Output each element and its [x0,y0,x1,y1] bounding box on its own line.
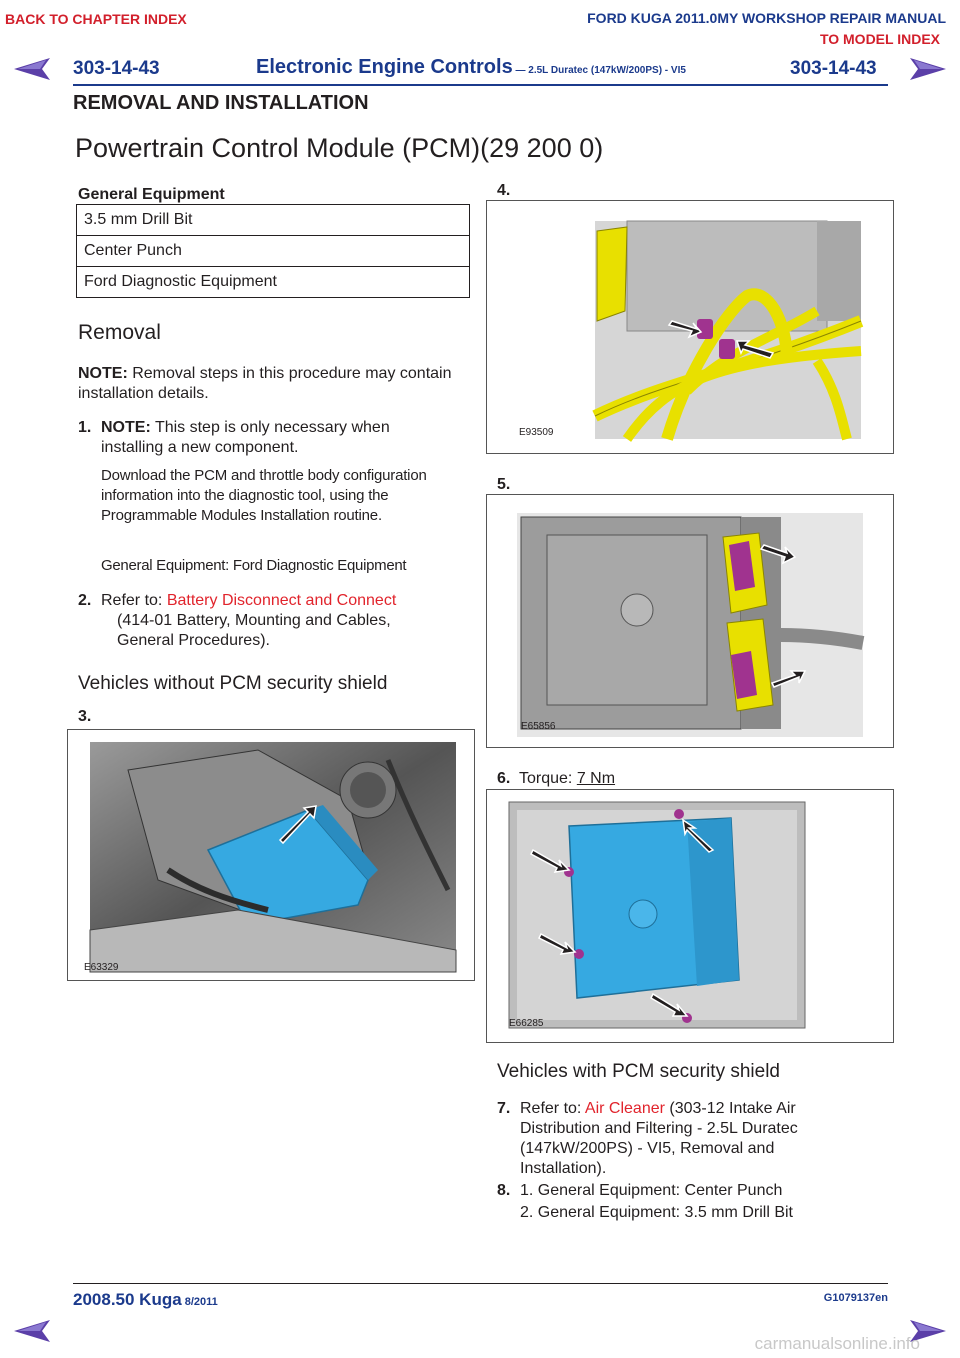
footer-model-name: 2008.50 Kuga [73,1290,182,1309]
engine-bay-illustration [68,730,474,980]
step2-suffix: (414-01 Battery, Mounting and Cables, General Procedures). [117,612,391,649]
equipment-item: Center Punch [77,236,470,267]
header-rule [73,84,888,86]
subheading-with-shield: Vehicles with PCM security shield [497,1061,780,1082]
step1-text: Download the PCM and throttle body configuration information into the diagnostic tool, using the Programmable Modules Installation routine. [101,467,427,524]
back-to-chapter-index-link[interactable]: BACK TO CHAPTER INDEX [5,11,187,27]
footer-rule [73,1283,888,1284]
step-number: 2. [78,592,92,609]
equipment-item: Ford Diagnostic Equipment [77,267,470,298]
figure-e66285 [486,789,894,1043]
page-title: Powertrain Control Module (PCM)(29 200 0) [75,133,604,163]
to-model-index-link[interactable]: TO MODEL INDEX [819,31,940,47]
section-heading: REMOVAL AND INSTALLATION [73,92,369,114]
step1-note [101,418,451,458]
step-number: 4. [497,182,511,199]
figure-code: E66285 [509,1018,544,1029]
subheading-without-shield: Vehicles without PCM security shield [78,673,388,694]
section-title-text: Electronic Engine Controls [256,56,513,78]
step-number: 8. [497,1182,511,1199]
figure-e65856 [486,494,894,748]
next-page-arrow-icon[interactable] [908,56,948,82]
removal-heading: Removal [78,321,161,344]
previous-page-arrow-icon[interactable] [12,56,52,82]
watermark: carmanualsonline.info [754,1334,920,1353]
refer-to-label: Refer to: [101,592,167,609]
figure-e93509 [486,200,894,454]
table-row [77,267,470,298]
section-title [256,56,686,79]
step2-text [101,591,461,611]
note-label: NOTE: [78,365,128,382]
torque-label: Torque: [519,770,577,787]
previous-page-arrow-icon[interactable] [12,1318,52,1344]
battery-disconnect-link[interactable]: Battery Disconnect and Connect [166,592,397,609]
pcm-bolts-illustration [487,790,893,1042]
pcm-connectors-illustration [487,495,893,747]
footer-model [73,1290,218,1310]
wiring-harness-illustration [487,201,893,453]
equipment-item: 3.5 mm Drill Bit [77,205,470,236]
note-text: Removal steps in this procedure may contain installation details. [78,365,452,402]
step-number: 3. [78,708,92,725]
step-number: 7. [497,1100,511,1117]
refer-to-label: Refer to: [520,1100,585,1117]
step7-suffix: (303-12 Intake Air Distribution and Filtering - 2.5L Duratec (147kW/200PS) - VI5, Removal and Installation). [520,1100,798,1177]
page-number-left: 303-14-43 [73,58,160,79]
torque-value: 7 Nm [576,770,616,787]
note-text: This step is only necessary when installing a new component. [101,419,390,456]
table-row [77,236,470,267]
step-number: 6. [497,770,511,787]
step-number: 5. [497,476,511,493]
footer-code: G1079137en [823,1292,888,1304]
air-cleaner-link[interactable]: Air Cleaner [584,1100,665,1117]
step6-torque [519,769,615,789]
manual-title: FORD KUGA 2011.0MY WORKSHOP REPAIR MANUAL [587,10,946,26]
removal-note [78,364,458,404]
figure-e63329 [67,729,475,981]
figure-code: E63329 [84,962,119,973]
section-subtitle: — 2.5L Duratec (147kW/200PS) - VI5 [512,65,686,76]
equipment-heading: General Equipment [78,186,225,203]
page-number-right: 303-14-43 [790,58,877,79]
table-row [77,205,470,236]
equipment-table [76,204,470,298]
figure-code: E93509 [519,427,554,438]
footer-date: 8/2011 [181,1296,218,1308]
note-label: NOTE: [101,419,151,436]
step7-text [520,1099,860,1179]
step8-item: 2. General Equipment: 3.5 mm Drill Bit [520,1204,793,1221]
step8-item: 1. General Equipment: Center Punch [520,1182,783,1199]
step-number: 1. [78,419,92,436]
step1-equipment: General Equipment: Ford Diagnostic Equipment [101,557,407,574]
figure-code: E65856 [521,721,556,732]
